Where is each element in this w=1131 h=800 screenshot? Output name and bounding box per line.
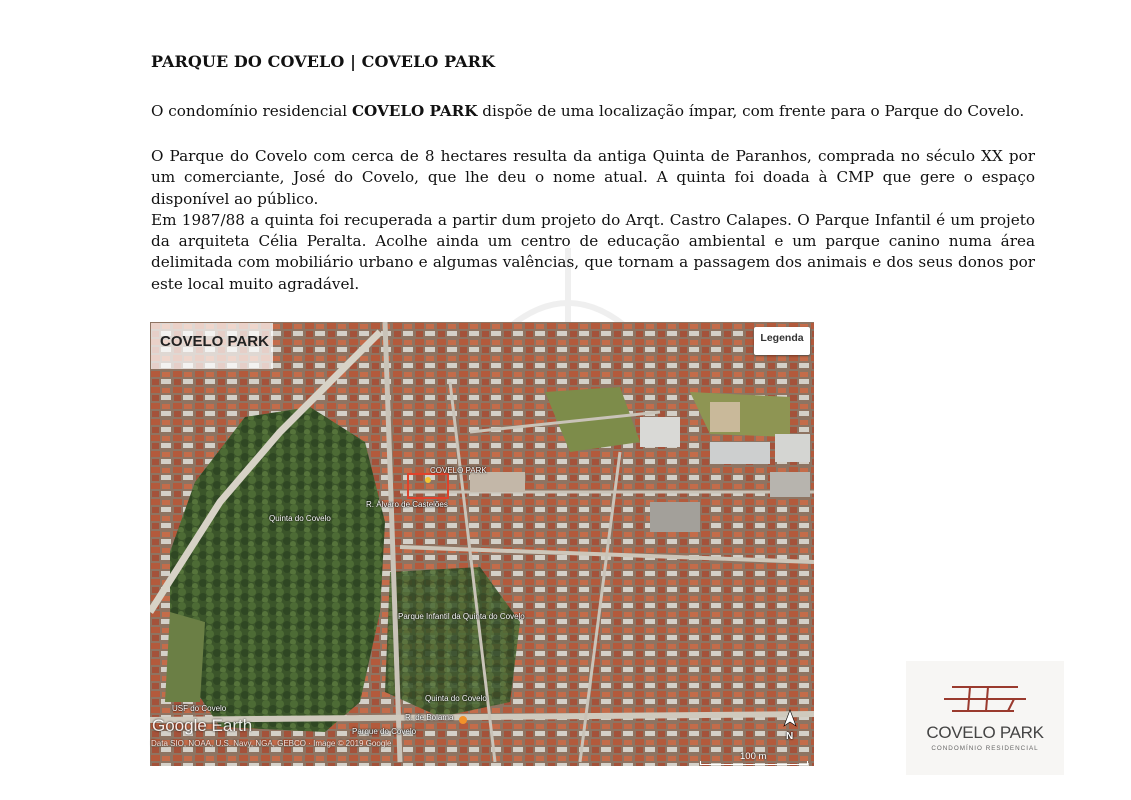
map-label: COVELO PARK — [151, 323, 273, 369]
brand-mark-icon — [942, 683, 1028, 719]
place-rua-alvaro: R. Álvaro de Castelões — [366, 500, 448, 509]
place-site: COVELO PARK — [430, 466, 487, 475]
compass-north-label: N — [786, 731, 794, 742]
place-parque-infantil: Parque Infantil da Quinta do Covelo — [398, 612, 525, 621]
intro-paragraph — [151, 101, 1035, 122]
place-quinta-do-covelo: Quinta do Covelo — [269, 514, 331, 523]
brand-tagline: CONDOMÍNIO RESIDENCIAL — [931, 745, 1039, 752]
place-quinta-lower: Quinta do Covelo — [425, 694, 487, 703]
page-title: PARQUE DO COVELO | COVELO PARK — [151, 52, 496, 71]
legend-button[interactable]: Legenda — [754, 327, 810, 355]
map-credit: Data SIO, NOAA, U.S. Navy, NGA, GEBCO · Image © 2019 Google — [151, 739, 392, 748]
scale-label: 100 m — [740, 751, 767, 762]
history-paragraph-1: O Parque do Covelo com cerca de 8 hectares resulta da antiga Quinta de Paranhos, comprada no século XX por um comerciante, José do Covelo, que lhe deu o nome atual. A quinta foi doada à CMP que gere o espaço disponível ao público. — [151, 147, 1035, 208]
brand-logo — [906, 661, 1064, 775]
intro-text-start: O condomínio residencial — [151, 102, 352, 120]
place-usf-covelo: USF do Covelo — [172, 704, 227, 713]
intro-text-end: dispõe de uma localização ímpar, com frente para o Parque do Covelo. — [477, 102, 1025, 120]
site-pin — [425, 477, 431, 483]
brand-name: COVELO PARK — [926, 723, 1044, 742]
google-earth-logo: Google Earth — [152, 716, 253, 735]
intro-brand-bold: COVELO PARK — [351, 102, 478, 120]
history-paragraph-2: Em 1987/88 a quinta foi recuperada a partir dum projeto do Arqt. Castro Calapes. O Parque Infantil é um projeto da arquiteta Célia Peralta. Acolhe ainda um centro de educação ambiental e um parque canino numa área delimitada com mobiliário urbano e algumas valências, que tornam a passagem dos animais e dos seus donos por este local muito agradável. — [151, 210, 1035, 293]
place-rua-bolama: R. de Bolama — [405, 713, 454, 722]
scale-bar — [700, 761, 808, 765]
place-parque-covelo: Parque do Covelo — [352, 727, 417, 736]
